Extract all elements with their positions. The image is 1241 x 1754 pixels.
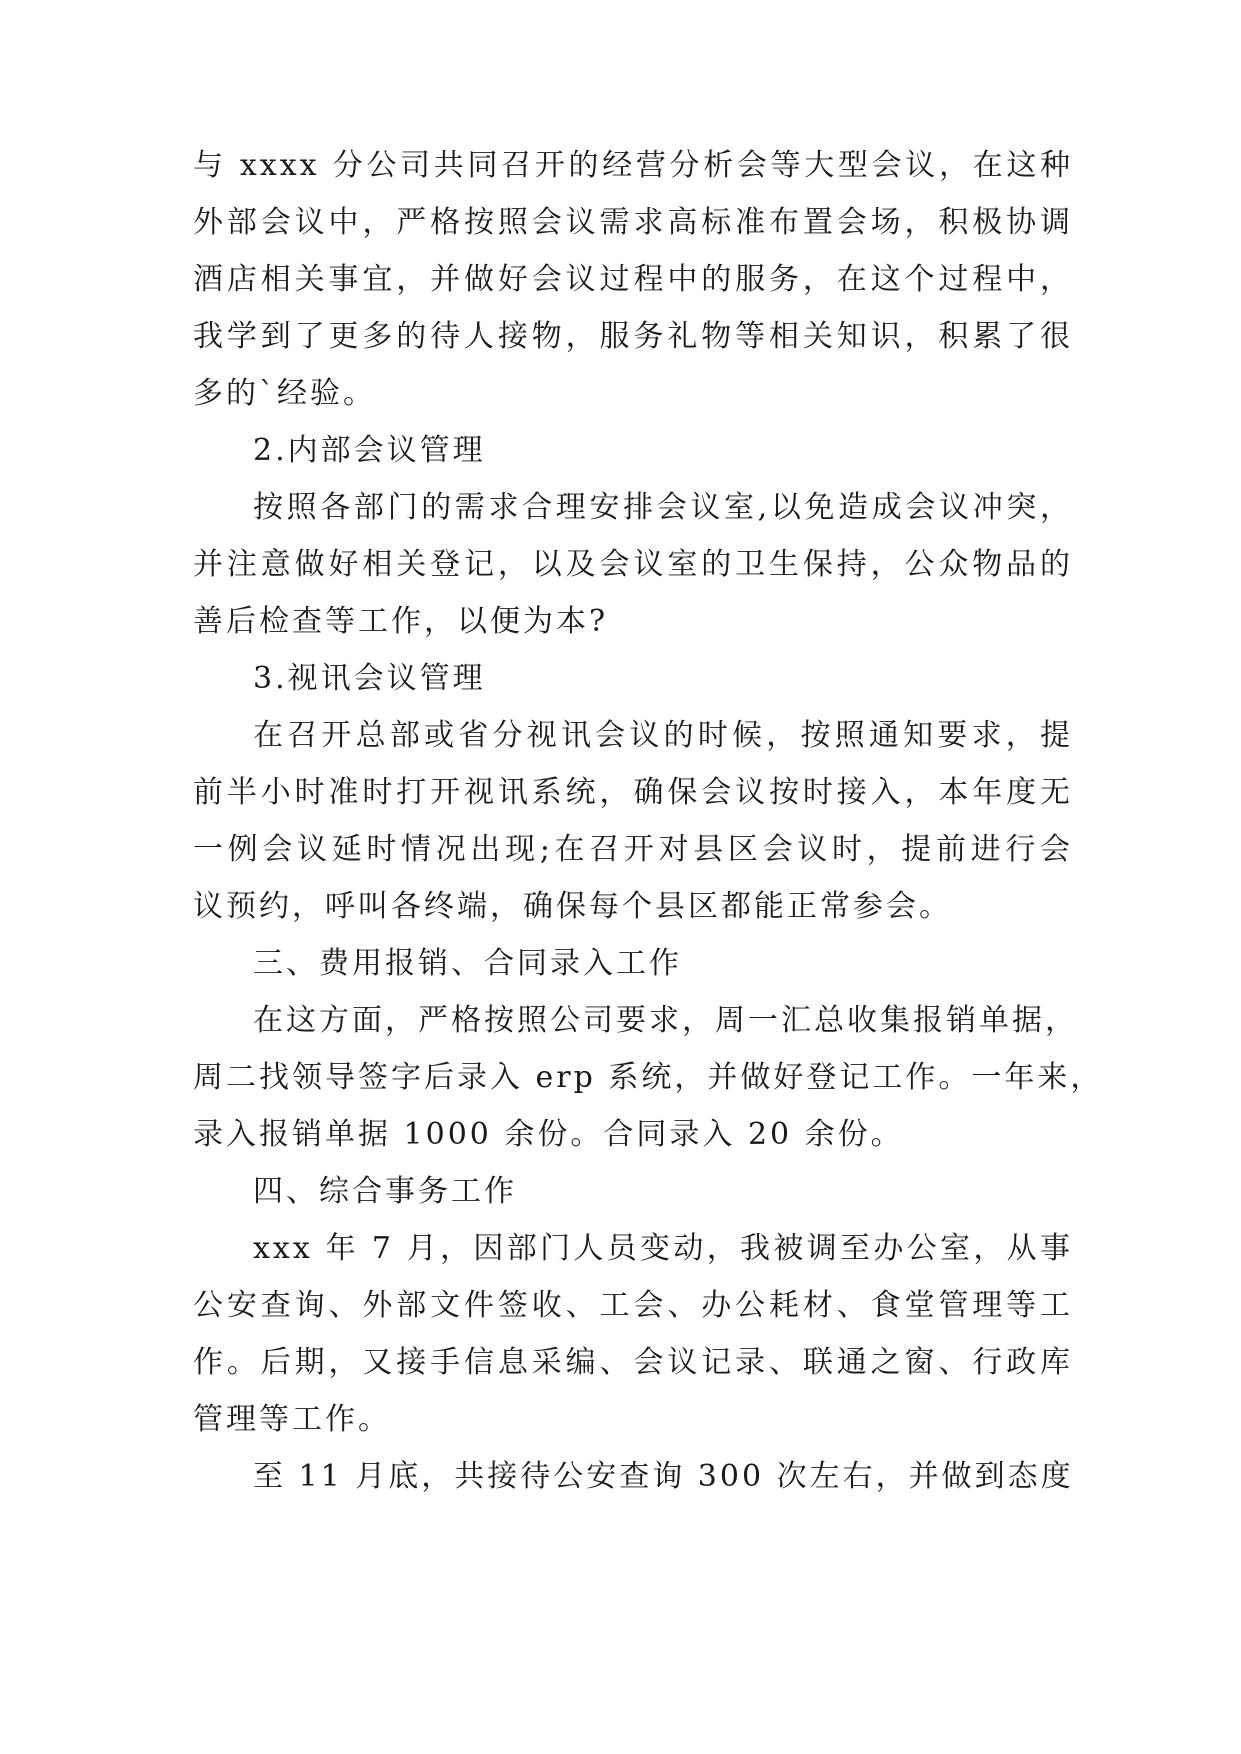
text-line: 至 11 月底，共接待公安查询 300 次左右，并做到态度 bbox=[253, 1459, 1074, 1494]
text-line: 管理等工作。 bbox=[193, 1402, 391, 1437]
text-line: 议预约，呼叫各终端，确保每个县区都能正常参会。 bbox=[193, 889, 952, 924]
section-heading: 四、综合事务工作 bbox=[253, 1174, 517, 1209]
section-heading: 2.内部会议管理 bbox=[253, 433, 486, 468]
text-line: 外部会议中，严格按照会议需求高标准布置会场，积极协调 bbox=[193, 205, 1073, 240]
text-line: 前半小时准时打开视讯系统，确保会议按时接入，本年度无 bbox=[193, 775, 1073, 810]
text-line: xxx 年 7 月，因部门人员变动，我被调至办公室，从事 bbox=[253, 1231, 1073, 1266]
text-line: 作。后期，又接手信息采编、会议记录、联通之窗、行政库 bbox=[193, 1345, 1073, 1380]
text-line: 录入报销单据 1000 余份。合同录入 20 余份。 bbox=[193, 1117, 904, 1152]
text-line: 多的`经验。 bbox=[193, 376, 376, 411]
text-line: 与 xxxx 分公司共同召开的经营分析会等大型会议，在这种 bbox=[193, 148, 1073, 183]
section-heading: 3.视讯会议管理 bbox=[253, 661, 486, 696]
text-line: 并注意做好相关登记，以及会议室的卫生保持，公众物品的 bbox=[193, 547, 1073, 582]
text-line: 酒店相关事宜，并做好会议过程中的服务，在这个过程中， bbox=[193, 262, 1073, 297]
text-line: 我学到了更多的待人接物，服务礼物等相关知识，积累了很 bbox=[193, 319, 1073, 354]
text-line: 一例会议延时情况出现;在召开对县区会议时，提前进行会 bbox=[193, 832, 1073, 867]
text-line: 善后检查等工作，以便为本? bbox=[193, 604, 609, 639]
text-line: 在召开总部或省分视讯会议的时候，按照通知要求，提 bbox=[253, 718, 1073, 753]
text-line: 周二找领导签字后录入 erp 系统，并做好登记工作。一年来， bbox=[193, 1060, 1104, 1095]
text-line: 按照各部门的需求合理安排会议室,以免造成会议冲突， bbox=[253, 490, 1073, 525]
text-line: 公安查询、外部文件签收、工会、办公耗材、食堂管理等工 bbox=[193, 1288, 1073, 1323]
text-line: 在这方面，严格按照公司要求，周一汇总收集报销单据， bbox=[253, 1003, 1078, 1038]
section-heading: 三、费用报销、合同录入工作 bbox=[253, 946, 682, 981]
